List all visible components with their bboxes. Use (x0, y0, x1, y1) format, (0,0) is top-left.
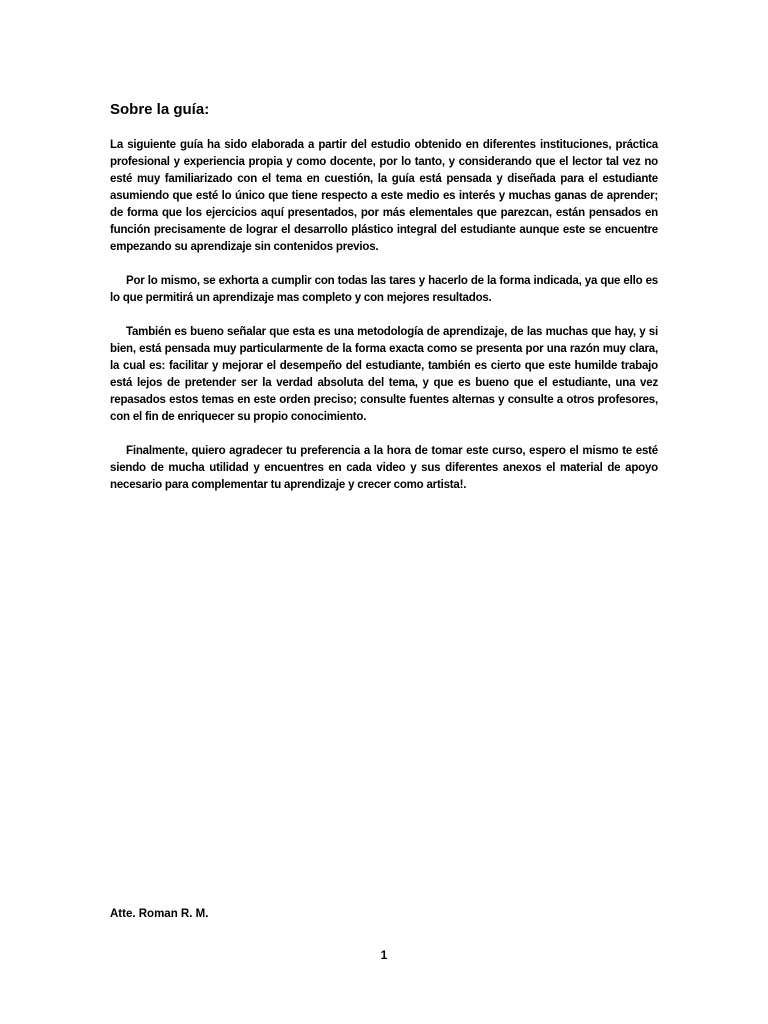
page-number: 1 (380, 948, 388, 962)
paragraph-closing: Finalmente, quiero agradecer tu preferencia a la hora de tomar este curso, espero el mismo te esté siendo de mucha utilidad y encuentres en cada video y sus diferentes anexos el material de apoyo necesario para complementar tu aprendizaje y crecer como artista!. (110, 445, 658, 491)
signature: Atte. Roman R. M. (110, 908, 209, 920)
document-body (110, 100, 658, 511)
paragraph-exhortation: Por lo mismo, se exhorta a cumplir con todas las tares y hacerlo de la forma indicada, ya que ello es lo que permitirá un aprendizaje mas completo y con mejores resultados. (110, 275, 658, 304)
section-title: Sobre la guía: (110, 101, 210, 118)
paragraph-methodology: También es bueno señalar que esta es una metodología de aprendizaje, de las muchas que hay, y si bien, está pensada muy particularmente de la forma exacta como se presenta por una razón muy clara, la cual es: facilitar y mejorar el desempeño del estudiante, también es cierto que este humilde trabajo está lejos de pretender ser la verdad absoluta del tema, y que es bueno que el estudiante, una vez repasados estos temas en este orden preciso; consulte fuentes alternas y consulte a otros profesores, con el fin de enriquecer su propio conocimiento. (110, 326, 658, 423)
paragraph-intro: La siguiente guía ha sido elaborada a partir del estudio obtenido en diferentes instituciones, práctica profesional y experiencia propia y como docente, por lo tanto, y considerando que el lector tal vez no esté muy familiarizado con el tema en cuestión, la guía está pensada y diseñada para el estudiante asumiendo que esté lo único que tiene respecto a este medio es interés y muchas ganas de aprender; de forma que los ejercicios aquí presentados, por más elementales que parezcan, están pensados en función precisamente de lograr el desarrollo plástico integral del estudiante aunque este se encuentre empezando su aprendizaje sin contenidos previos. (110, 139, 658, 253)
